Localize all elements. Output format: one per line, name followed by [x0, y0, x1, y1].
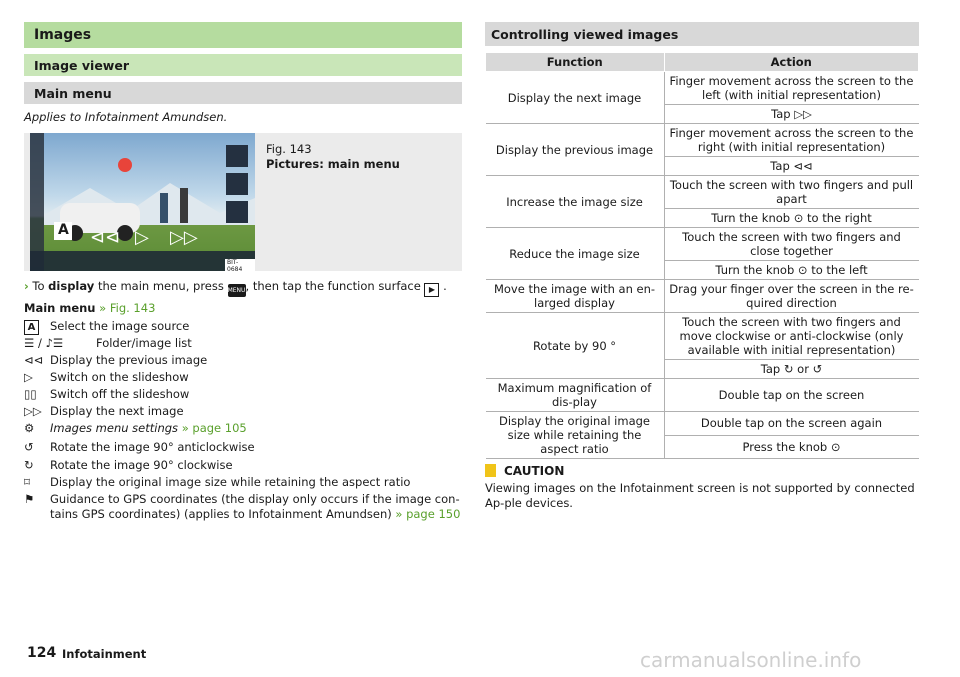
instruction-arrow-icon: › — [24, 279, 29, 293]
table-row: Display the next image Finger movement across the screen to the left (with initial representation) — [486, 72, 919, 105]
table-row: Rotate by 90 ° Touch the screen with two fingers and move clockwise or anti-clockwise (only available with initial representation) — [486, 313, 919, 360]
table-row: Increase the image size Touch the screen with two fingers and pull apart — [486, 176, 919, 209]
page-number: 124 — [27, 645, 57, 661]
rotate-anticlockwise-icon: ↺ — [24, 440, 34, 454]
caution-heading: CAUTION — [485, 464, 564, 478]
original-size-icon: ⌑ — [24, 475, 30, 489]
svg-text:▷: ▷ — [135, 227, 149, 248]
col-action: Action — [664, 53, 919, 72]
table-row: Tap ▷▷ — [486, 105, 919, 124]
previous-icon: ⊲⊲ — [24, 353, 44, 367]
table-row: Tap ⊲⊲ — [486, 157, 919, 176]
watermark: carmanualsonline.info — [640, 648, 862, 672]
fig-link[interactable]: » Fig. 143 — [99, 301, 156, 315]
table-row: Tap ↻ or ↺ — [486, 360, 919, 379]
figure-caption-text: Pictures: main menu — [266, 157, 400, 171]
images-heading: Images — [24, 22, 462, 48]
caution-icon — [485, 464, 496, 477]
figure-screenshot — [30, 133, 255, 271]
figure-number: Fig. 143 — [266, 142, 312, 156]
controlling-heading: Controlling viewed images — [485, 22, 919, 46]
figure-code: BIT-0684 — [225, 259, 255, 271]
svg-text:⊲⊲: ⊲⊲ — [90, 227, 121, 248]
image-function-icon: ▶ — [424, 283, 439, 297]
table-header-row — [486, 53, 919, 72]
image-source-icon: A — [24, 320, 39, 335]
table-row: Maximum magnification of dis-play Double tap on the screen — [486, 379, 919, 412]
menu-key-icon: MENU — [228, 284, 246, 297]
controls-table — [485, 52, 919, 459]
settings-icon: ⚙ — [24, 421, 35, 435]
figure-scene-illustration — [30, 133, 255, 271]
figure-marker-a: A — [58, 222, 69, 238]
table-row: Turn the knob ⊙ to the right — [486, 209, 919, 228]
page-link[interactable]: » page 105 — [181, 421, 247, 435]
svg-text:▷▷: ▷▷ — [170, 227, 198, 248]
page-link[interactable]: » page 150 — [395, 507, 461, 521]
caution-text: Viewing images on the Infotainment screen is not supported by connected Ap-ple devices. — [485, 481, 915, 510]
gps-flag-icon: ⚑ — [24, 492, 35, 506]
pause-icon: ▯▯ — [24, 387, 37, 401]
footer-section: Infotainment — [62, 647, 147, 661]
main-menu-heading: Main menu — [24, 82, 462, 104]
instruction: › To display the main menu, press MENU, then tap the function surface ▶ . — [24, 279, 447, 297]
next-icon: ▷▷ — [24, 404, 42, 418]
table-row: Move the image with an en-larged display Drag your finger over the screen in the re-quired direction — [486, 280, 919, 313]
col-function: Function — [486, 53, 665, 72]
applies-note: Applies to Infotainment Amundsen. — [24, 110, 228, 124]
table-row: Display the previous image Finger movement across the screen to the right (with initial representation) — [486, 124, 919, 157]
image-viewer-heading: Image viewer — [24, 54, 462, 76]
main-menu-reference: Main menu » Fig. 143 — [24, 301, 156, 315]
play-icon: ▷ — [24, 370, 33, 384]
table-row: Reduce the image size Touch the screen with two fingers and close together — [486, 228, 919, 261]
rotate-clockwise-icon: ↻ — [24, 458, 34, 472]
table-row: Turn the knob ⊙ to the left — [486, 261, 919, 280]
table-row: Press the knob ⊙ — [486, 435, 919, 459]
list-icon: ☰ / ♪☰ — [24, 336, 64, 350]
figure-caption — [266, 142, 400, 172]
table-row: Display the original image size while retaining the aspect ratio Double tap on the screen again — [486, 412, 919, 436]
